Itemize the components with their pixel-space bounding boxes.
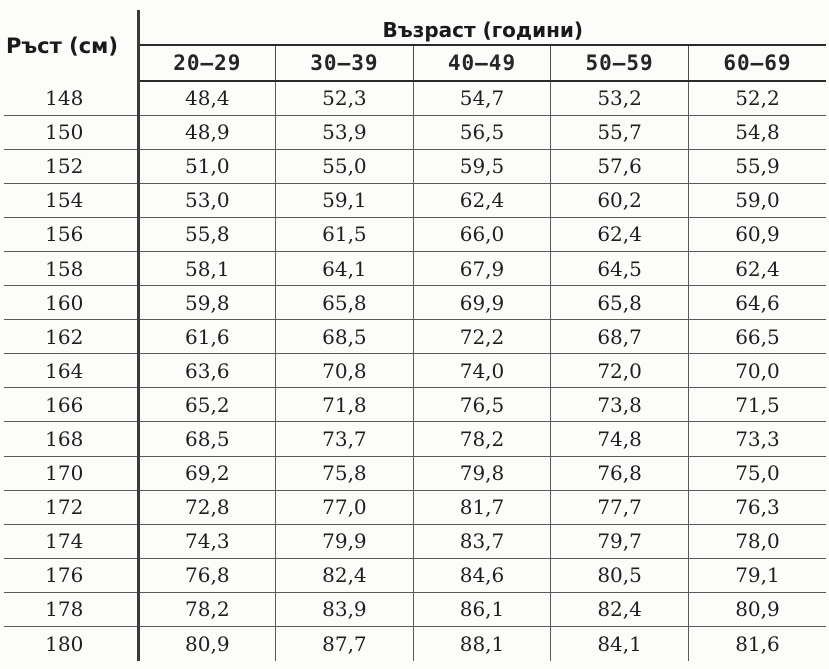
weight-cell: 65,8 — [551, 286, 689, 320]
weight-cell: 64,1 — [276, 251, 414, 285]
weight-cell: 76,5 — [413, 388, 551, 422]
weight-cell: 74,8 — [551, 422, 689, 456]
height-cell: 174 — [4, 524, 138, 558]
weight-cell: 48,4 — [185, 86, 230, 111]
table-row — [4, 115, 826, 149]
height-cell: 178 — [4, 592, 138, 626]
age-column-header: 50–59 — [551, 45, 689, 81]
weight-cell: 74,3 — [138, 524, 276, 558]
weight-cell: 71,8 — [276, 388, 414, 422]
height-cell: 172 — [4, 490, 138, 524]
weight-cell: 70,8 — [276, 354, 414, 388]
weight-cell: 62,4 — [688, 251, 826, 285]
weight-cell: 84,6 — [413, 558, 551, 592]
weight-cell: 58,1 — [138, 251, 276, 285]
table-row — [4, 81, 826, 115]
weight-cell: 59,8 — [138, 286, 276, 320]
weight-cell: 77,7 — [551, 490, 689, 524]
weight-cell: 54,8 — [688, 115, 826, 149]
height-cell: 166 — [4, 388, 138, 422]
weight-cell: 73,8 — [551, 388, 689, 422]
weight-cell: 79,9 — [276, 524, 414, 558]
weight-cell: 79,8 — [413, 456, 551, 490]
weight-cell: 56,5 — [413, 115, 551, 149]
table-row — [4, 217, 826, 251]
height-cell: 154 — [4, 183, 138, 217]
table-row — [4, 422, 826, 456]
weight-cell: 87,7 — [276, 627, 414, 661]
weight-cell: 78,0 — [688, 524, 826, 558]
weight-cell: 79,7 — [551, 524, 689, 558]
height-weight-table — [4, 10, 826, 661]
weight-cell: 66,0 — [413, 217, 551, 251]
table-row — [4, 627, 826, 661]
height-column-header: Ръст (см) — [4, 10, 138, 81]
weight-cell: 68,5 — [276, 320, 414, 354]
weight-cell: 81,6 — [688, 627, 826, 661]
table-row — [4, 558, 826, 592]
weight-cell: 59,0 — [688, 183, 826, 217]
weight-cell: 51,0 — [138, 149, 276, 183]
weight-cell: 53,0 — [138, 183, 276, 217]
weight-cell: 55,7 — [551, 115, 689, 149]
age-column-header: 30–39 — [276, 45, 414, 81]
height-cell: 148 — [4, 81, 138, 115]
weight-cell: 68,5 — [138, 422, 276, 456]
weight-cell: 76,8 — [138, 558, 276, 592]
height-cell: 158 — [4, 251, 138, 285]
weight-cell: 75,0 — [688, 456, 826, 490]
weight-cell: 64,5 — [551, 251, 689, 285]
table-row — [4, 183, 826, 217]
weight-cell: 77,0 — [276, 490, 414, 524]
table-row — [4, 490, 826, 524]
table-header — [4, 10, 826, 81]
weight-cell: 70,0 — [688, 354, 826, 388]
height-cell: 170 — [4, 456, 138, 490]
weight-cell: 72,0 — [551, 354, 689, 388]
weight-cell: 79,1 — [688, 558, 826, 592]
weight-cell: 55,8 — [138, 217, 276, 251]
weight-cell: 53,2 — [551, 81, 689, 115]
weight-cell: 86,1 — [413, 592, 551, 626]
height-cell: 164 — [4, 354, 138, 388]
table-body — [4, 81, 826, 661]
weight-cell: 80,9 — [138, 627, 276, 661]
weight-cell: 74,0 — [413, 354, 551, 388]
weight-cell: 78,2 — [138, 592, 276, 626]
weight-cell: 76,3 — [688, 490, 826, 524]
weight-cell: 63,6 — [138, 354, 276, 388]
weight-cell: 55,9 — [688, 149, 826, 183]
weight-cell: 76,8 — [551, 456, 689, 490]
age-column-header: 40–49 — [413, 45, 551, 81]
weight-cell: 88,1 — [413, 627, 551, 661]
weight-cell: 82,4 — [276, 558, 414, 592]
weight-cell: 59,1 — [276, 183, 414, 217]
weight-cell: 78,2 — [413, 422, 551, 456]
weight-cell: 57,6 — [551, 149, 689, 183]
weight-cell: 83,9 — [276, 592, 414, 626]
weight-cell: 65,8 — [276, 286, 414, 320]
weight-cell: 75,8 — [276, 456, 414, 490]
weight-cell: 52,2 — [688, 81, 826, 115]
weight-cell: 62,4 — [551, 217, 689, 251]
weight-cell: 71,5 — [688, 388, 826, 422]
weight-cell: 54,7 — [413, 81, 551, 115]
weight-cell: 69,2 — [138, 456, 276, 490]
height-cell: 150 — [4, 115, 138, 149]
height-cell: 160 — [4, 286, 138, 320]
weight-cell: 69,9 — [413, 286, 551, 320]
height-cell: 156 — [4, 217, 138, 251]
table-row — [4, 320, 826, 354]
weight-cell: 55,0 — [276, 149, 414, 183]
weight-cell: 73,3 — [688, 422, 826, 456]
weight-cell: 68,7 — [551, 320, 689, 354]
table-row — [4, 388, 826, 422]
height-cell: 162 — [4, 320, 138, 354]
height-cell: 176 — [4, 558, 138, 592]
weight-cell: 52,3 — [276, 81, 414, 115]
table-row — [4, 286, 826, 320]
table-row — [4, 456, 826, 490]
weight-cell: 48,9 — [138, 115, 276, 149]
weight-cell: 80,5 — [551, 558, 689, 592]
weight-cell: 80,9 — [688, 592, 826, 626]
header-row-group — [4, 10, 826, 45]
weight-cell: 72,2 — [413, 320, 551, 354]
weight-cell: 83,7 — [413, 524, 551, 558]
weight-cell: 65,2 — [138, 388, 276, 422]
weight-cell: 61,6 — [138, 320, 276, 354]
weight-cell: 60,2 — [551, 183, 689, 217]
table-row — [4, 524, 826, 558]
age-column-header: 60–69 — [688, 45, 826, 81]
weight-cell: 84,1 — [551, 627, 689, 661]
age-column-header: 20–29 — [138, 45, 276, 81]
table-row — [4, 354, 826, 388]
weight-cell: 81,7 — [413, 490, 551, 524]
weight-cell: 66,5 — [688, 320, 826, 354]
weight-cell: 61,5 — [276, 217, 414, 251]
weight-cell: 59,5 — [413, 149, 551, 183]
weight-cell: 67,9 — [413, 251, 551, 285]
height-cell: 168 — [4, 422, 138, 456]
table-row — [4, 592, 826, 626]
table-row — [4, 149, 826, 183]
age-group-header: Възраст (години) — [138, 10, 826, 45]
weight-cell: 60,9 — [688, 217, 826, 251]
table-row — [4, 251, 826, 285]
weight-cell: 72,8 — [138, 490, 276, 524]
height-cell: 180 — [4, 627, 138, 661]
height-cell: 152 — [4, 149, 138, 183]
weight-cell: 64,6 — [688, 286, 826, 320]
weight-cell: 53,9 — [276, 115, 414, 149]
weight-cell: 82,4 — [551, 592, 689, 626]
weight-cell: 73,7 — [276, 422, 414, 456]
weight-cell: 62,4 — [413, 183, 551, 217]
